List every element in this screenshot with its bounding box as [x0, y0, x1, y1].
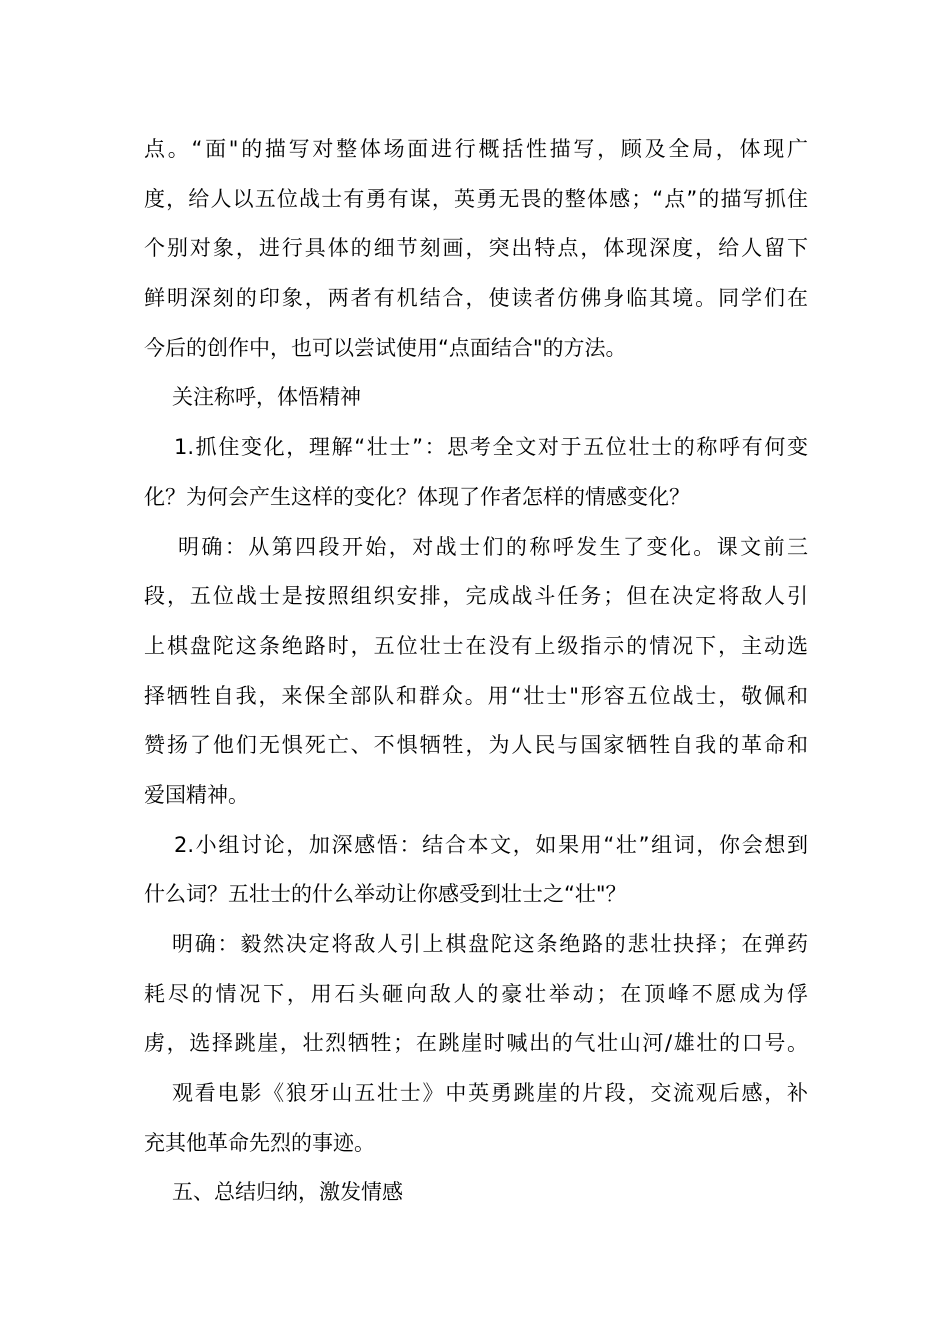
- text-line: 虏，选择跳崖，壮烈牺牲；在跳崖时喊出的气壮山河/雄壮的口号。: [144, 1031, 808, 1056]
- section-heading: 关注称呼，体悟精神: [172, 385, 361, 410]
- document-body: [144, 125, 808, 1218]
- text-line: 明确：从第四段开始，对战士们的称呼发生了变化。课文前三: [178, 534, 808, 559]
- text-line: 赞扬了他们无惧死亡、不惧牺牲，为人民与国家牺牲自我的革命和: [144, 733, 808, 758]
- text-line: 1.抓住变化，理解“壮士”：思考全文对于五位壮士的称呼有何变: [174, 435, 808, 460]
- text-line: 2.小组讨论，加深感悟：结合本文，如果用“壮”组词，你会想到: [174, 832, 808, 857]
- text-line: 化？为何会产生这样的变化？体现了作者怎样的情感变化？: [144, 484, 690, 509]
- text-line: 充其他革命先烈的事迹。: [144, 1130, 375, 1155]
- text-line: 择牺牲自我，来保全部队和群众。用“壮士"形容五位战士，敬佩和: [144, 683, 808, 708]
- text-line: 个别对象，进行具体的细节刻画，突出特点，体现深度，给人留下: [144, 236, 808, 261]
- text-line: 鲜明深刻的印象，两者有机结合，使读者仿佛身临其境。同学们在: [144, 286, 808, 311]
- text-line: 观看电影《狼牙山五壮士》中英勇跳崖的片段，交流观后感，补: [172, 1081, 808, 1106]
- text-line: 点。“面"的描写对整体场面进行概括性描写，顾及全局，体现广: [144, 137, 808, 161]
- text-line: 上棋盘陀这条绝路时，五位壮士在没有上级指示的情况下，主动选: [144, 633, 808, 658]
- text-line: 段，五位战士是按照组织安排，完成战斗任务；但在决定将敌人引: [144, 584, 808, 609]
- text-line: 耗尽的情况下，用石头砸向敌人的豪壮举动；在顶峰不愿成为俘: [144, 981, 808, 1006]
- text-line: 今后的创作中，也可以尝试使用“点面结合"的方法。: [144, 335, 627, 360]
- text-line: 度，给人以五位战士有勇有谋，英勇无畏的整体感；“点”的描写抓住: [144, 186, 808, 211]
- section-heading: 五、总结归纳，激发情感: [172, 1180, 403, 1205]
- text-line: 明确：毅然决定将敌人引上棋盘陀这条绝路的悲壮抉择；在弹药: [172, 932, 808, 956]
- text-line: 什么词？五壮士的什么举动让你感受到壮士之“壮"？: [144, 882, 627, 907]
- text-line: 爱国精神。: [144, 782, 249, 807]
